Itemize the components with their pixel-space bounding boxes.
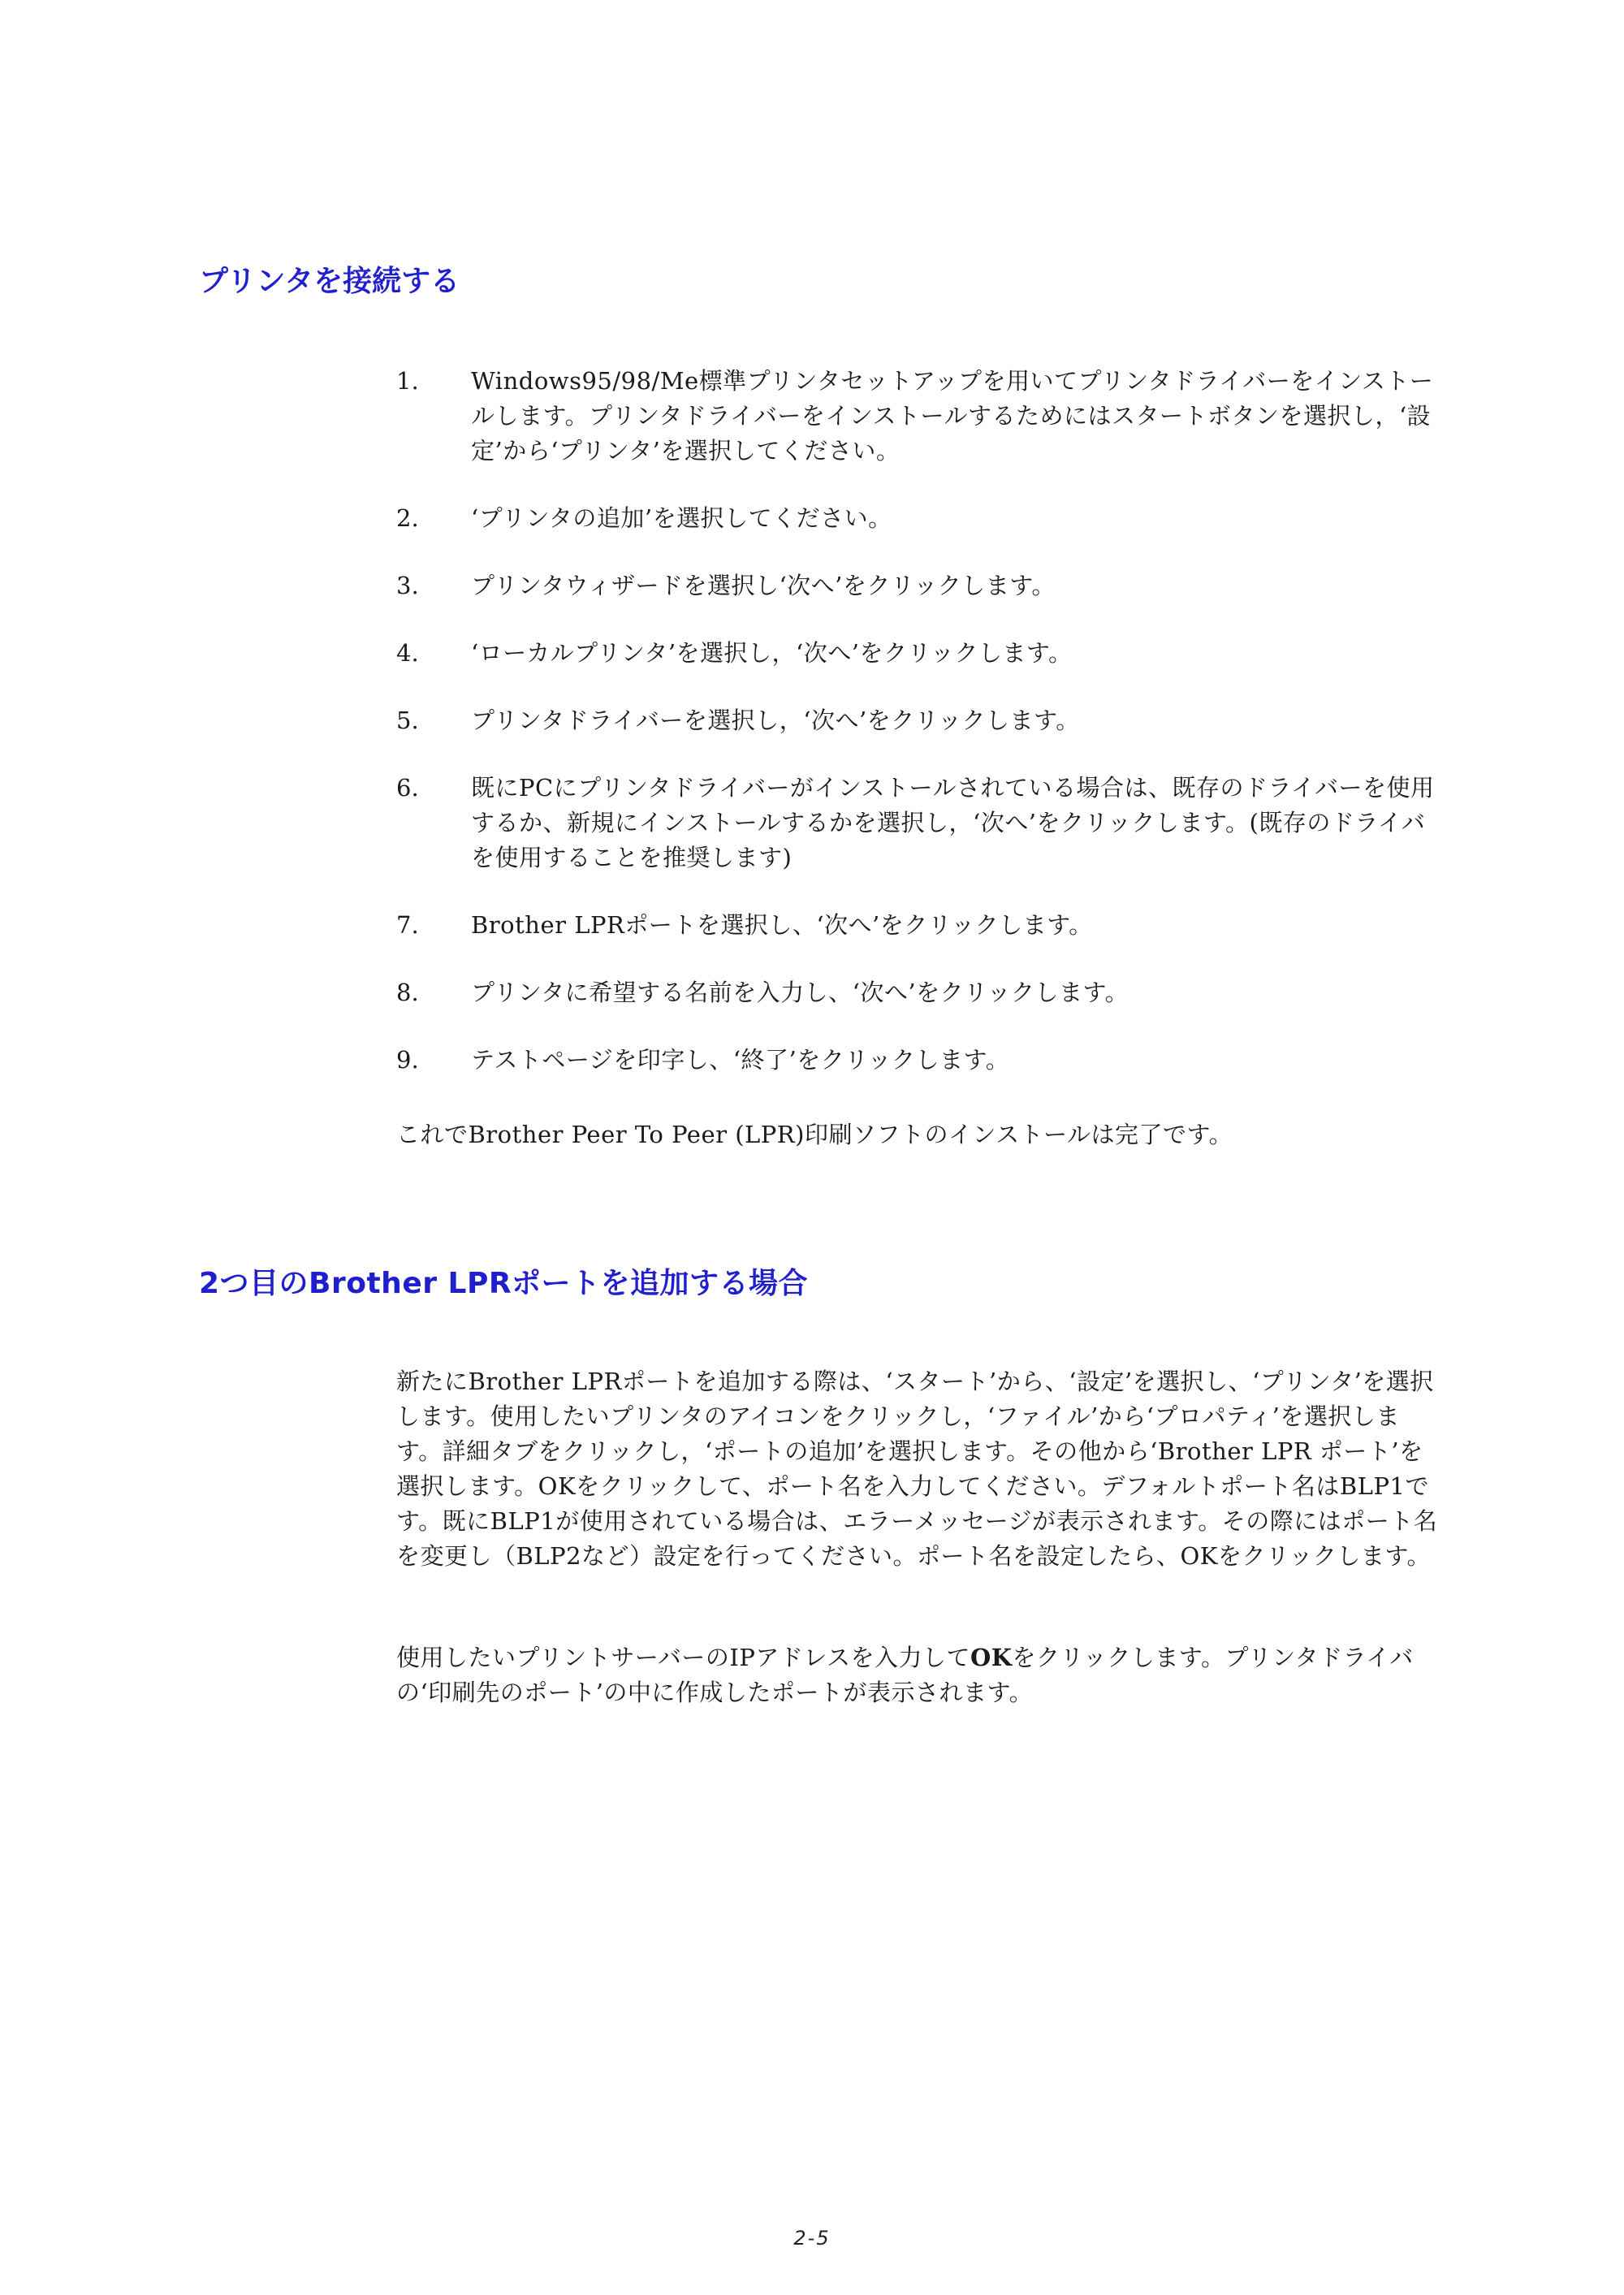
step-number: 9. — [396, 1046, 419, 1074]
step-text: Brother LPRポートを選択し、‘次へ’をクリックします。 — [471, 911, 1093, 939]
step-number: 8. — [396, 979, 419, 1006]
add-port-instructions: 新たにBrother LPRポートを追加する際は、‘スタート’から、‘設定’を選択し、‘プリンタ’を選択します。使用したいプリンタのアイコンをクリックし，‘ファイル’から‘プロパティ’を選択します。詳細タブをクリックし，‘ポートの追加’を選択します。その他から‘Brother LPR ポート’を選択します。OKをクリックして、ポート名を入力してください。デフォルトポート名はBLP1です。既にBLP1が使用されている場合は、エラーメッセージが表示されます。その際にはポート名を変更し（BLP2など）設定を行ってください。ポート名を設定したら、OKをクリックします。 — [396, 1368, 1438, 1570]
step-number: 3. — [396, 572, 419, 599]
ip-instructions-lead: 使用したいプリントサーバーのIPアドレスを入力して — [396, 1644, 970, 1671]
section-heading-connect-printer: プリンタを接続する — [199, 265, 460, 298]
list-item — [396, 703, 1444, 738]
step-text: ‘ローカルプリンタ’を選択し，‘次へ’をクリックします。 — [471, 639, 1073, 667]
installation-steps-list — [396, 364, 1444, 1110]
list-item — [396, 908, 1444, 943]
installation-complete-text: これでBrother Peer To Peer (LPR)印刷ソフトのインストールは完了です。 — [396, 1121, 1233, 1148]
step-text: ‘プリンタの追加’を選択してください。 — [471, 504, 892, 532]
ok-emphasis: OK — [970, 1644, 1013, 1671]
list-item — [396, 975, 1444, 1010]
list-item — [396, 1043, 1444, 1078]
step-number: 4. — [396, 639, 419, 667]
step-number: 6. — [396, 774, 419, 802]
ip-address-instructions — [396, 1640, 1444, 1710]
step-number: 1. — [396, 367, 419, 395]
step-text: Windows95/98/Me標準プリンタセットアップを用いてプリンタドライバーをインストールします。プリンタドライバーをインストールするためにはスタートボタンを選択し，‘設定’から‘プリンタ’を選択してください。 — [471, 367, 1434, 465]
step-number: 5. — [396, 707, 419, 734]
list-item — [396, 568, 1444, 603]
ip-instructions-tail: をクリックします。プリンタドライバの‘印刷先のポート’の中に作成したポートが表示されます。 — [396, 1644, 1414, 1706]
section-heading-add-lpr-port: 2つ目のBrother LPRポートを追加する場合 — [199, 1267, 809, 1300]
list-item — [396, 636, 1444, 671]
step-text: プリンタドライバーを選択し，‘次へ’をクリックします。 — [471, 707, 1080, 734]
page-number: 2-5 — [793, 2227, 831, 2250]
step-text: テストページを印字し、‘終了’をクリックします。 — [471, 1046, 1010, 1074]
step-text: プリンタウィザードを選択し‘次へ’をクリックします。 — [471, 572, 1056, 599]
step-text: プリンタに希望する名前を入力し、‘次へ’をクリックします。 — [471, 979, 1129, 1006]
step-number: 2. — [396, 504, 419, 532]
list-item — [396, 771, 1444, 875]
step-number: 7. — [396, 911, 419, 939]
list-item — [396, 364, 1444, 469]
step-text: 既にPCにプリンタドライバーがインストールされている場合は、既存のドライバーを使用するか、新規にインストールするかを選択し，‘次へ’をクリックします。(既存のドライバを使用することを推奨します) — [471, 774, 1435, 871]
list-item — [396, 501, 1444, 536]
